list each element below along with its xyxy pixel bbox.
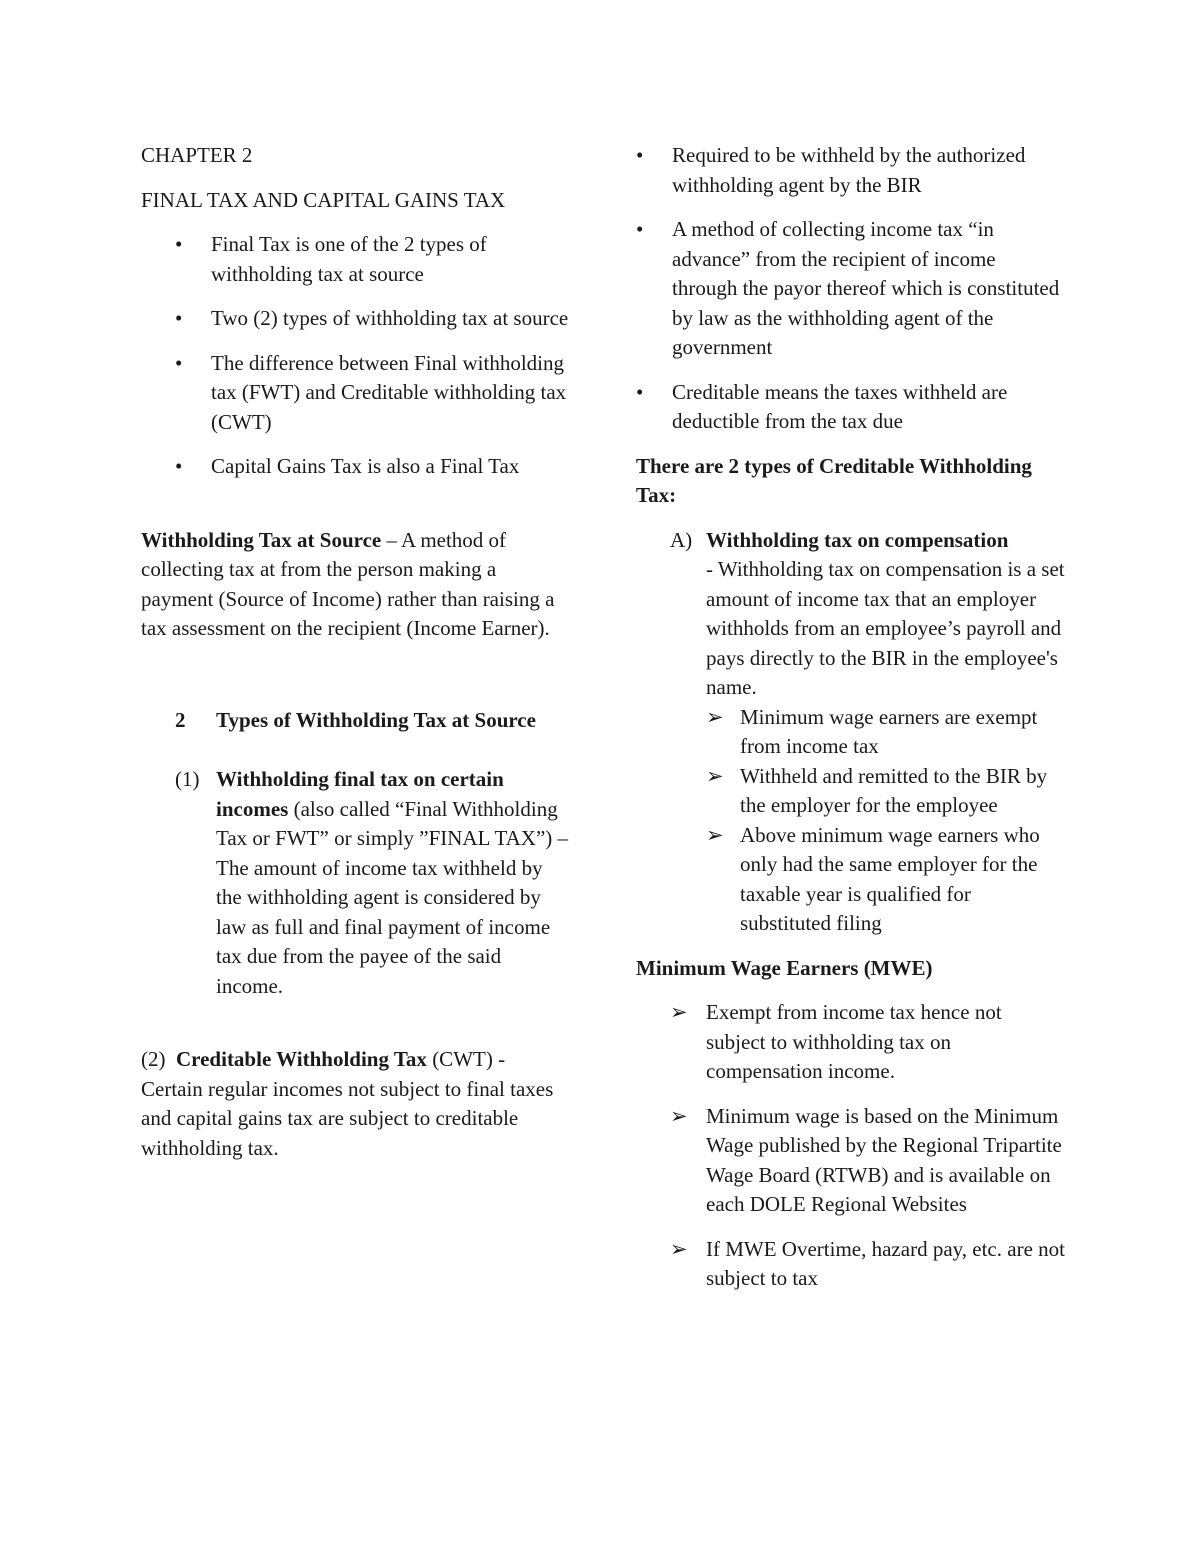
cwt-bullet-list bbox=[602, 141, 1066, 437]
types-heading: 2 Types of Withholding Tax at Source bbox=[175, 707, 536, 732]
arrow-icon: ➢ bbox=[706, 822, 724, 847]
arrow-icon: ➢ bbox=[670, 1103, 688, 1128]
list-item: ➢ Exempt from income tax hence not subject to withholding tax on compensation income. bbox=[670, 1000, 1002, 1083]
compensation-list bbox=[706, 703, 1066, 939]
cwt-types-heading: There are 2 types of Creditable Withholding Tax: bbox=[636, 453, 1032, 507]
mwe-heading: Minimum Wage Earners (MWE) bbox=[636, 955, 933, 980]
list-item: ➢ Minimum wage earners are exempt from income tax bbox=[706, 704, 1038, 758]
chapter-label: CHAPTER 2 bbox=[141, 143, 253, 167]
bullet-icon: • bbox=[175, 350, 183, 375]
intro-bullet-list bbox=[141, 230, 571, 482]
right-column bbox=[636, 141, 1066, 1309]
fwt-item: (1) Withholding final tax on certain incomes (also called “Final Withholding Tax or FWT” or simply ”FINAL TAX”) – The amount of income tax withheld by the withholding agent is considered by law as full and final payment of income tax due from the payee of the said income. bbox=[175, 767, 569, 998]
left-column bbox=[141, 141, 571, 1163]
list-item: ➢ Minimum wage is based on the Minimum Wage published by the Regional Tripartite Wage Board (RTWB) and is available on each DOLE Regional Websites bbox=[670, 1103, 1062, 1216]
compensation-heading: Withholding tax on compensation bbox=[706, 527, 1009, 552]
list-item: • Required to be withheld by the authorized withholding agent by the BIR bbox=[636, 143, 1026, 197]
list-item: • A method of collecting income tax “in advance” from the recipient of income through the payor thereof which is constituted by law as the withholding agent of the government bbox=[636, 217, 1060, 359]
wts-definition: Withholding Tax at Source – A method of collecting tax at from the person making a payment (Source of Income) rather than raising a tax assessment on the recipient (Income Earner). bbox=[141, 527, 555, 640]
bullet-icon: • bbox=[636, 379, 644, 404]
list-item: ➢ Withheld and remitted to the BIR by the employer for the employee bbox=[706, 763, 1048, 817]
bullet-icon: • bbox=[175, 454, 183, 478]
wts-term: Withholding Tax at Source bbox=[141, 527, 382, 552]
bullet-icon: • bbox=[175, 306, 183, 330]
bullet-icon: • bbox=[175, 232, 183, 256]
arrow-icon: ➢ bbox=[706, 763, 724, 788]
chapter-title: FINAL TAX AND CAPITAL GAINS TAX bbox=[141, 187, 506, 212]
arrow-icon: ➢ bbox=[706, 704, 724, 729]
list-item: • Final Tax is one of the 2 types of withholding tax at source bbox=[175, 232, 487, 286]
bullet-icon: • bbox=[636, 143, 644, 167]
cwt-item: (2) Creditable Withholding Tax (CWT) - Certain regular incomes not subject to final taxes and capital gains tax are subject to creditable withholding tax. bbox=[141, 1047, 554, 1160]
mwe-list bbox=[636, 998, 1066, 1294]
arrow-icon: ➢ bbox=[670, 1236, 688, 1261]
list-item: • Creditable means the taxes withheld are deductible from the tax due bbox=[636, 379, 1008, 433]
list-item: • Two (2) types of withholding tax at source bbox=[141, 304, 571, 334]
compensation-section: A) Withholding tax on compensation - Withholding tax on compensation is a set amount of income tax that an employer withholds from an employee’s payroll and pays directly to the BIR in the employee's name. ➢ Minimum wage earners are exempt from income tax ➢ Withheld and remitted to the BIR by the employer for the employee ➢ Above minimum wage earners who only had the same employer for the taxable year is qualified for substituted filing bbox=[636, 526, 1066, 939]
bullet-icon: • bbox=[636, 217, 644, 241]
list-item: • Capital Gains Tax is also a Final Tax bbox=[141, 452, 571, 482]
list-item: • The difference between Final withholding tax (FWT) and Creditable withholding tax (CWT) bbox=[175, 350, 567, 434]
list-item: ➢ If MWE Overtime, hazard pay, etc. are not subject to tax bbox=[670, 1236, 1065, 1290]
arrow-icon: ➢ bbox=[670, 1000, 688, 1024]
list-item: ➢ Above minimum wage earners who only had the same employer for the taxable year is qualified for substituted filing bbox=[706, 822, 1040, 935]
compensation-desc: - Withholding tax on compensation is a set amount of income tax that an employer withholds from an employee’s payroll and pays directly to the BIR in the employee's name. bbox=[706, 557, 1065, 699]
